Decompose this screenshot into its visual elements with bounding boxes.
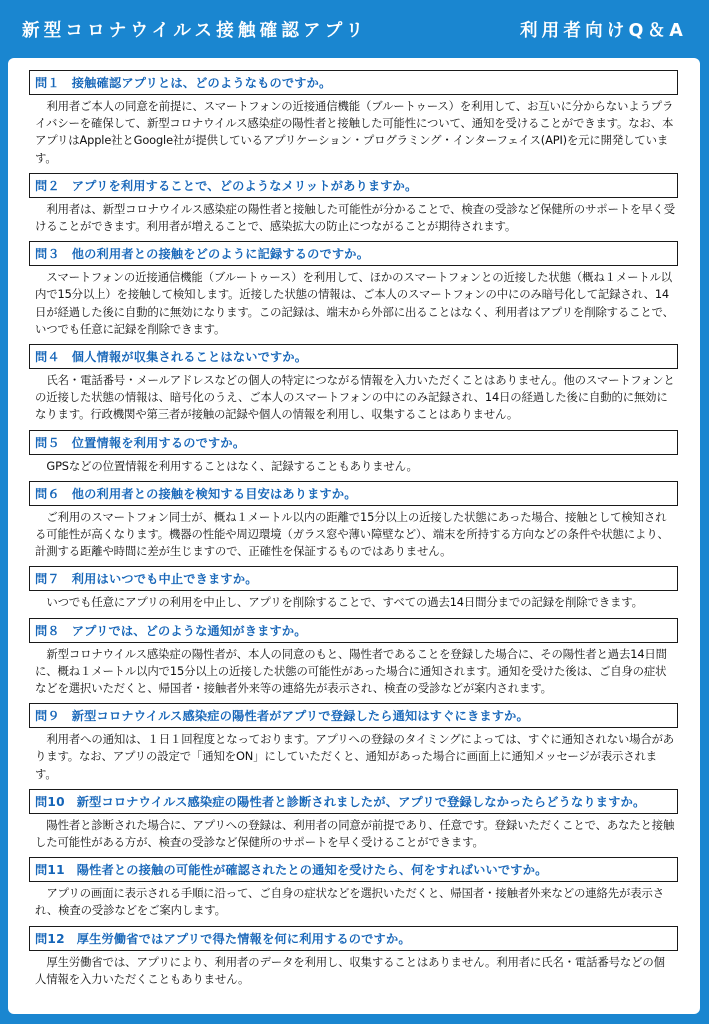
page-header (0, 0, 709, 58)
answer-text: 氏名・電話番号・メールアドレスなどの個人の特定につながる情報を入力いただくことはありません。他のスマートフォンとの近接した状態の情報は、暗号化のうえ、ご本人のスマートフォンの中にのみ記録され、14日の経過した後に自動的に無効になります。行政機関や第三者が接触の記録や個人の情報を利用し、収集することはありません。 (35, 373, 675, 422)
question-box (29, 241, 678, 266)
question-box (29, 926, 678, 951)
question-box (29, 566, 678, 591)
answer-text: 陽性者と診断された場合に、アプリへの登録は、利用者の同意が前提であり、任意です。登録いただくことで、あなたと接触した可能性がある方が、検査の受診など保健所のサポートを早く受けることができます。 (35, 817, 675, 850)
question-number: 問７ (35, 572, 60, 587)
question-text: 個人情報が収集されることはないですか。 (71, 350, 308, 365)
answer-text: GPSなどの位置情報を利用することはなく、記録することもありません。 (46, 458, 418, 473)
faq-item-5 (29, 430, 678, 475)
question-number: 問８ (35, 623, 60, 638)
answer-text: いつでも任意にアプリの利用を中止し、アプリを削除することで、すべての過去14日間分までの記録を削除できます。 (46, 595, 643, 610)
header-title: 新型コロナウイルス接触確認アプリ (22, 20, 368, 41)
header-subtitle: 利用者向けQ＆A (519, 20, 687, 41)
question-number: 問12 (35, 931, 65, 946)
faq-item-2 (29, 173, 678, 235)
question-box (29, 481, 678, 506)
question-box (29, 703, 678, 728)
faq-item-4 (29, 344, 678, 424)
question-number: 問５ (35, 435, 60, 450)
faq-item-12 (29, 926, 678, 988)
answer-text: ご利用のスマートフォン同士が、概ね１メートル以内の距離で15分以上の近接した状態にあった場合、接触として検知される可能性が高くなります。機器の性能や周辺環境（ガラス窓や薄い障壁など）、端末を所持する方向などの条件や状態により、計測する距離や時間に差が生じますので、正確性を保証するものではありません。 (35, 509, 669, 559)
question-text: 他の利用者との接触をどのように記録するのですか。 (71, 247, 370, 262)
question-box (29, 344, 678, 369)
question-box (29, 618, 678, 643)
question-text: 接触確認アプリとは、どのようなものですか。 (71, 76, 332, 90)
answer-text: 利用者は、新型コロナウイルス感染症の陽性者と接触した可能性が分かることで、検査の受診など保健所のサポートを早く受けることができます。利用者が増えることで、感染拡大の防止につながることが期待されます。 (35, 201, 675, 234)
question-text: アプリを利用することで、どのようなメリットがありますか。 (71, 178, 418, 193)
faq-item-9 (29, 703, 678, 783)
question-text: 位置情報を利用するのですか。 (71, 435, 246, 450)
answer-text: アプリの画面に表示される手順に沿って、ご自身の症状などを選択いただくと、帰国者・接触者外来などの連絡先が表示され、検査の受診などをご案内します。 (35, 886, 664, 918)
question-number: 問10 (35, 794, 65, 809)
question-number: 問１ (35, 76, 60, 90)
question-number: 問11 (35, 863, 65, 878)
question-text: 新型コロナウイルス感染症の陽性者と診断されましたが、アプリで登録しなかったらどうなりますか。 (76, 794, 646, 809)
faq-item-6 (29, 481, 678, 561)
question-text: アプリでは、どのような通知がきますか。 (71, 623, 307, 638)
question-number: 問９ (35, 709, 60, 724)
question-box (29, 857, 678, 882)
question-text: 厚生労働省ではアプリで得た情報を何に利用するのですか。 (76, 931, 411, 946)
question-text: 利用はいつでも中止できますか。 (71, 572, 258, 587)
faq-item-3 (29, 241, 678, 338)
answer-text: 利用者への通知は、１日１回程度となっております。アプリへの登録のタイミングによっては、すぐに通知されない場合があります。なお、アプリの設定で「通知をON」にしていただくと、通知があった場合に画面上に通知メッセージが表示されます。 (35, 732, 675, 781)
question-number: 問２ (35, 178, 60, 193)
faq-panel (8, 58, 700, 1014)
faq-item-10 (29, 789, 678, 851)
faq-item-8 (29, 618, 678, 698)
faq-item-1 (29, 70, 678, 167)
question-number: 問６ (35, 486, 60, 501)
answer-text: 厚生労働省では、アプリにより、利用者のデータを利用し、収集することはありません。利用者に氏名・電話番号などの個人情報を入力いただくこともありません。 (35, 954, 665, 986)
question-box (29, 789, 678, 814)
question-text: 新型コロナウイルス感染症の陽性者がアプリで登録したら通知はすぐにきますか。 (71, 709, 529, 724)
question-text: 他の利用者との接触を検知する目安はありますか。 (71, 486, 357, 501)
question-box (29, 70, 678, 95)
answer-text: スマートフォンの近接通信機能（ブルートゥース）を利用して、ほかのスマートフォンとの近接した状態（概ね１メートル以内で15分以上）を接触して検知します。近接した状態の情報は、ご本人のスマートフォンの中にのみ暗号化して記録され、14日が経過した後に自動的に無効になります。この記録は、端末から外部に出ることはなく、利用者はアプリを削除することで、いつでも任意に記録を削除できます。 (35, 270, 674, 336)
question-box (29, 173, 678, 198)
faq-item-11 (29, 857, 678, 919)
question-text: 陽性者との接触の可能性が確認されたとの通知を受けたら、何をすればいいですか。 (76, 863, 548, 878)
answer-text: 新型コロナウイルス感染症の陽性者が、本人の同意のもと、陽性者であることを登録した場合に、その陽性者と過去14日間に、概ね１メートル以内で15分以上の近接した状態の可能性があった場合に通知されます。通知を受けた後は、ご自身の症状などを選択いただくと、帰国者・接触者外来等の連絡先が表示され、検査の受診などが案内されます。 (35, 646, 667, 696)
answer-text: 利用者ご本人の同意を前提に、スマートフォンの近接通信機能（ブルートゥース）を利用して、お互いに分からないようプライバシーを確保して、新型コロナウイルス感染症の陽性者と接触した可能性について、通知を受けることができます。なお、本アプリはApple社とGoogle社が提供しているアプリケーション・プログラミング・インターフェイス(API)を元に開発しています。 (35, 99, 674, 165)
question-number: 問４ (35, 350, 60, 365)
question-box (29, 430, 678, 455)
faq-item-7 (29, 566, 678, 611)
question-number: 問３ (35, 247, 60, 262)
